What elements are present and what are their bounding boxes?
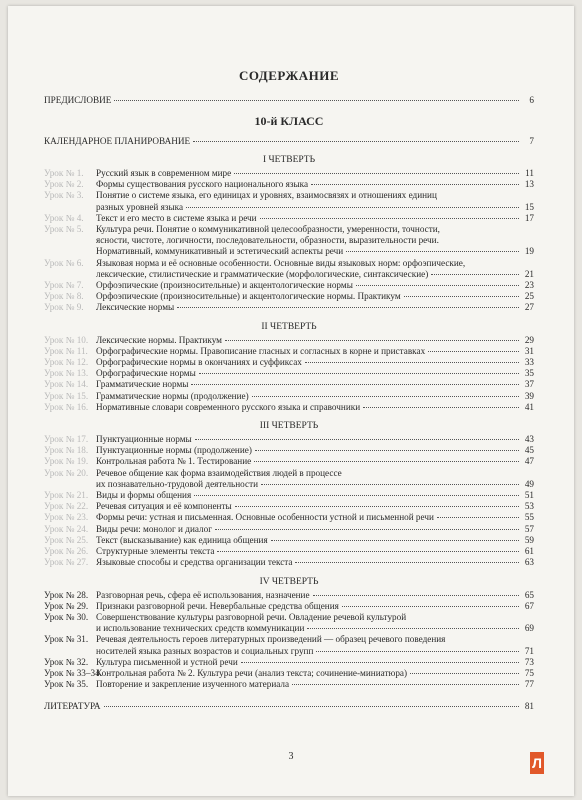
lesson-title bbox=[96, 379, 534, 390]
lesson-page: 47 bbox=[524, 456, 534, 467]
lesson-number: Урок № 19. bbox=[44, 456, 89, 467]
lesson-title-text: Текст (высказывание) как единица общения bbox=[96, 534, 268, 545]
lesson-page: 39 bbox=[524, 390, 534, 401]
toc-page: 7 bbox=[529, 136, 534, 146]
lesson-title-text: Русский язык в современном мире bbox=[96, 168, 232, 178]
lesson-page: 65 bbox=[524, 589, 534, 600]
lesson-entry bbox=[44, 213, 534, 224]
lesson-title-text: носителей языка разных возрастов и социальных групп bbox=[96, 645, 314, 656]
lesson-title-text: Пунктуационные нормы (продолжение) bbox=[96, 445, 252, 456]
lesson-entry bbox=[44, 224, 534, 258]
lesson-number: Урок № 15. bbox=[44, 390, 89, 401]
lesson-title-text: Культура речи. Понятие о коммуникативной целесообразности, умеренности, точности, bbox=[96, 224, 440, 235]
lesson-page: 11 bbox=[525, 168, 534, 178]
lesson-title bbox=[96, 512, 534, 523]
quarter-heading: I ЧЕТВЕРТЬ bbox=[262, 155, 316, 165]
lesson-title-line bbox=[96, 335, 534, 346]
lesson-title bbox=[96, 291, 534, 302]
lesson-page: 55 bbox=[524, 512, 534, 523]
lesson-title-text: Языковые способы и средства организации текста bbox=[96, 557, 293, 568]
dot-leader bbox=[313, 595, 519, 596]
lesson-title bbox=[96, 668, 534, 679]
lesson-entry bbox=[44, 402, 534, 413]
lesson-entry bbox=[44, 391, 534, 402]
lesson-title-line bbox=[96, 657, 534, 668]
lesson-page: 61 bbox=[524, 546, 534, 557]
lesson-number: Урок № 2. bbox=[44, 179, 84, 190]
lesson-entry bbox=[44, 501, 534, 512]
lesson-title bbox=[96, 501, 534, 512]
lesson-entry bbox=[44, 468, 534, 490]
lesson-number: Урок № 25. bbox=[44, 534, 89, 545]
lesson-entry bbox=[44, 668, 534, 679]
lesson-title-text: Повторение и закрепление изученного материала bbox=[96, 679, 290, 690]
lesson-number: Урок № 7. bbox=[44, 280, 84, 291]
lesson-title-line bbox=[96, 213, 534, 224]
lesson-title bbox=[96, 224, 534, 258]
lesson-title-line bbox=[96, 456, 534, 467]
lesson-number: Урок № 10. bbox=[44, 334, 89, 345]
lesson-title-line bbox=[96, 202, 534, 213]
lesson-title bbox=[96, 302, 534, 313]
lesson-title-line bbox=[96, 168, 534, 179]
lesson-page: 31 bbox=[524, 345, 534, 356]
toc-page: 6 bbox=[529, 95, 534, 105]
lesson-number: Урок № 29. bbox=[44, 600, 89, 611]
lesson-number: Урок № 33–34. bbox=[44, 667, 102, 678]
lesson-title-line bbox=[96, 634, 534, 645]
lesson-page: 15 bbox=[524, 201, 534, 212]
lesson-entry bbox=[44, 445, 534, 456]
lesson-title bbox=[96, 612, 534, 634]
lesson-entry bbox=[44, 557, 534, 568]
lesson-title bbox=[96, 557, 534, 568]
dot-leader bbox=[305, 362, 519, 363]
lesson-title-text: Лексические нормы bbox=[96, 302, 175, 313]
lesson-number: Урок № 17. bbox=[44, 434, 89, 445]
quarter-heading: III ЧЕТВЕРТЬ bbox=[259, 421, 319, 432]
quarters-list bbox=[44, 155, 534, 690]
lesson-title-line bbox=[96, 434, 534, 445]
lesson-number: Урок № 27. bbox=[44, 557, 89, 568]
dot-leader bbox=[431, 274, 519, 275]
lesson-page: 19 bbox=[524, 246, 534, 257]
lesson-page: 77 bbox=[524, 679, 534, 690]
dot-leader bbox=[271, 540, 519, 541]
dot-leader bbox=[215, 529, 519, 530]
dot-leader bbox=[199, 373, 519, 374]
lesson-title-line bbox=[96, 291, 534, 302]
lesson-page: 41 bbox=[524, 401, 534, 412]
lesson-number: Урок № 4. bbox=[44, 212, 84, 223]
lesson-title bbox=[96, 346, 534, 357]
lesson-number: Урок № 23. bbox=[44, 512, 89, 523]
dot-leader bbox=[193, 141, 519, 142]
dot-leader bbox=[260, 218, 519, 219]
lesson-title bbox=[96, 634, 534, 656]
toc-line-literature bbox=[44, 700, 534, 712]
lesson-title-line bbox=[96, 601, 534, 612]
dot-leader bbox=[194, 495, 519, 496]
lesson-title-text: Орфоэпические (произносительные) и акцентологические нормы bbox=[96, 280, 353, 291]
dot-leader bbox=[235, 506, 519, 507]
lesson-title bbox=[96, 679, 534, 690]
lesson-page: 51 bbox=[524, 490, 534, 501]
lesson-title-text: Контрольная работа № 1. Тестирование bbox=[96, 456, 252, 467]
lesson-title-text: Речевая деятельность героев литературных произведений — образец речевого поведения bbox=[96, 634, 446, 645]
lesson-title-text: Признаки разговорной речи. Невербальные средства общения bbox=[96, 600, 339, 611]
lesson-title-text: Нормативные словари современного русского языка и справочники bbox=[96, 401, 361, 412]
dot-leader bbox=[404, 296, 519, 297]
lesson-page: 63 bbox=[524, 557, 534, 568]
dot-leader bbox=[410, 673, 519, 674]
lesson-title-line bbox=[96, 590, 534, 601]
lesson-number: Урок № 12. bbox=[44, 357, 89, 368]
lesson-title-text: и использование технических средств коммуникации bbox=[96, 623, 305, 634]
dot-leader bbox=[254, 461, 519, 462]
lesson-title-line bbox=[96, 468, 534, 479]
toc-label: КАЛЕНДАРНОЕ ПЛАНИРОВАНИЕ bbox=[44, 136, 191, 146]
lesson-number: Урок № 22. bbox=[44, 501, 89, 512]
lesson-number: Урок № 35. bbox=[44, 679, 89, 690]
lesson-title bbox=[96, 402, 534, 413]
lesson-title-text: Понятие о системе языка, его единицах и уровнях, взаимосвязях и отношениях единиц bbox=[96, 190, 437, 201]
lesson-title-line bbox=[96, 224, 534, 235]
lesson-page: 43 bbox=[524, 434, 534, 445]
lesson-title-text: Виды речи: монолог и диалог bbox=[96, 523, 212, 534]
lesson-title-text: ясности, чистоте, логичности, последовательности, образности, выразительности речи. bbox=[96, 235, 439, 246]
grade-heading: 10-й КЛАСС bbox=[254, 114, 324, 128]
dot-leader bbox=[252, 396, 519, 397]
lesson-title bbox=[96, 168, 534, 179]
lesson-entry bbox=[44, 524, 534, 535]
lesson-title-text: Орфографические нормы в окончаниях и суффиксах bbox=[96, 357, 302, 368]
dot-leader bbox=[177, 307, 519, 308]
lesson-title bbox=[96, 368, 534, 379]
lesson-title-line bbox=[96, 280, 534, 291]
lesson-title-line bbox=[96, 612, 534, 623]
dot-leader bbox=[186, 207, 519, 208]
lesson-page: 13 bbox=[524, 179, 534, 190]
lesson-number: Урок № 16. bbox=[44, 401, 89, 412]
lesson-entry bbox=[44, 179, 534, 190]
lesson-page: 73 bbox=[524, 656, 534, 667]
lesson-number: Урок № 6. bbox=[44, 257, 84, 268]
lesson-title-text: Нормативный, коммуникативный и эстетический аспекты речи bbox=[96, 246, 344, 257]
lesson-number: Урок № 28. bbox=[44, 589, 89, 600]
lesson-page: 69 bbox=[524, 623, 534, 634]
lesson-title-line bbox=[96, 269, 534, 280]
lesson-entry bbox=[44, 634, 534, 656]
lesson-number: Урок № 30. bbox=[44, 611, 89, 622]
lesson-title-line bbox=[96, 402, 534, 413]
lesson-title-line bbox=[96, 179, 534, 190]
lesson-title-line bbox=[96, 379, 534, 390]
lesson-number: Урок № 1. bbox=[44, 168, 84, 178]
lesson-entry bbox=[44, 258, 534, 280]
lesson-title bbox=[96, 590, 534, 601]
lesson-entry bbox=[44, 346, 534, 357]
dot-leader bbox=[428, 351, 519, 352]
lesson-title-text: Совершенствование культуры разговорной речи. Овладение речевой культурой bbox=[96, 611, 407, 622]
lesson-title-line bbox=[96, 302, 534, 313]
lesson-title-text: разных уровней языка bbox=[96, 201, 184, 212]
lesson-number: Урок № 14. bbox=[44, 379, 89, 390]
lesson-entry bbox=[44, 612, 534, 634]
lesson-title-text: Текст и его место в системе языка и речи bbox=[96, 212, 257, 223]
lesson-title bbox=[96, 258, 534, 280]
lesson-entry bbox=[44, 657, 534, 668]
dot-leader bbox=[363, 407, 519, 408]
lesson-title-line bbox=[96, 258, 534, 269]
lesson-title-line bbox=[96, 535, 534, 546]
dot-leader bbox=[316, 651, 519, 652]
lesson-number: Урок № 3. bbox=[44, 190, 84, 201]
table-of-contents bbox=[44, 68, 534, 712]
lesson-title bbox=[96, 535, 534, 546]
page-number: 3 bbox=[288, 751, 294, 762]
lesson-title bbox=[96, 601, 534, 612]
lesson-title bbox=[96, 335, 534, 346]
lesson-title-line bbox=[96, 668, 534, 679]
lesson-page: 17 bbox=[524, 212, 534, 223]
lesson-page: 57 bbox=[524, 523, 534, 534]
lesson-title-text: Виды и формы общения bbox=[96, 490, 192, 501]
dot-leader bbox=[356, 285, 519, 286]
lesson-entry bbox=[44, 490, 534, 501]
lesson-entry bbox=[44, 546, 534, 557]
lesson-entry bbox=[44, 434, 534, 445]
lesson-title-text: Орфографические нормы bbox=[96, 368, 196, 379]
lesson-title-line bbox=[96, 512, 534, 523]
dot-leader bbox=[225, 340, 519, 341]
lesson-page: 29 bbox=[524, 334, 534, 345]
lesson-entry bbox=[44, 512, 534, 523]
publisher-logo-icon: Л bbox=[530, 752, 544, 774]
lesson-title-line bbox=[96, 246, 534, 257]
dot-leader bbox=[195, 439, 519, 440]
lesson-entry bbox=[44, 456, 534, 467]
lesson-title-line bbox=[96, 190, 534, 201]
dot-leader bbox=[191, 384, 519, 385]
dot-leader bbox=[307, 628, 519, 629]
lesson-entry bbox=[44, 679, 534, 690]
dot-leader bbox=[311, 184, 519, 185]
dot-leader bbox=[217, 551, 519, 552]
lesson-title-text: лексические, стилистические и грамматические (морфологические, синтаксические) bbox=[96, 268, 429, 279]
lesson-title bbox=[96, 490, 534, 501]
lesson-number: Урок № 21. bbox=[44, 490, 89, 501]
lesson-number: Урок № 31. bbox=[44, 634, 89, 645]
lesson-title-line bbox=[96, 501, 534, 512]
lesson-title-line bbox=[96, 679, 534, 690]
quarter-heading: II ЧЕТВЕРТЬ bbox=[261, 321, 317, 332]
lesson-title bbox=[96, 213, 534, 224]
lesson-number: Урок № 18. bbox=[44, 445, 89, 456]
lesson-number: Урок № 26. bbox=[44, 546, 89, 557]
lesson-page: 33 bbox=[524, 357, 534, 368]
lesson-title-line bbox=[96, 479, 534, 490]
lesson-page: 49 bbox=[524, 478, 534, 489]
lesson-entry bbox=[44, 190, 534, 212]
lesson-page: 67 bbox=[524, 600, 534, 611]
lesson-title-text: Культура письменной и устной речи bbox=[96, 656, 238, 667]
lesson-title-text: Формы существования русского национального языка bbox=[96, 179, 309, 190]
lesson-page: 35 bbox=[524, 368, 534, 379]
lesson-title-text: Пунктуационные нормы bbox=[96, 434, 192, 445]
page-title: СОДЕРЖАНИЕ bbox=[238, 68, 340, 83]
lesson-page: 75 bbox=[524, 667, 534, 678]
lesson-title-text: Грамматические нормы bbox=[96, 379, 189, 390]
dot-leader bbox=[255, 450, 519, 451]
lesson-title-line bbox=[96, 346, 534, 357]
lesson-title bbox=[96, 468, 534, 490]
toc-label: ПРЕДИСЛОВИЕ bbox=[44, 95, 112, 105]
lesson-title-text: Контрольная работа № 2. Культура речи (анализ текста; сочинение-миниатюра) bbox=[96, 667, 408, 678]
lesson-title bbox=[96, 546, 534, 557]
lesson-title bbox=[96, 445, 534, 456]
lesson-number: Урок № 9. bbox=[44, 302, 84, 313]
toc-label: ЛИТЕРАТУРА bbox=[44, 701, 101, 712]
lesson-entry bbox=[44, 168, 534, 179]
lesson-title-line bbox=[96, 546, 534, 557]
dot-leader bbox=[342, 606, 519, 607]
lesson-title-line bbox=[96, 368, 534, 379]
lesson-title-text: Лексические нормы. Практикум bbox=[96, 334, 222, 345]
lesson-title-line bbox=[96, 524, 534, 535]
lesson-title-line bbox=[96, 490, 534, 501]
lesson-title bbox=[96, 179, 534, 190]
lesson-title bbox=[96, 391, 534, 402]
lesson-page: 45 bbox=[524, 445, 534, 456]
lesson-entry bbox=[44, 302, 534, 313]
lesson-number: Урок № 20. bbox=[44, 467, 89, 478]
lesson-title bbox=[96, 357, 534, 368]
lesson-entry bbox=[44, 601, 534, 612]
toc-line-preface bbox=[44, 94, 534, 106]
lesson-title-text: Грамматические нормы (продолжение) bbox=[96, 390, 249, 401]
lesson-entry bbox=[44, 379, 534, 390]
lesson-entry bbox=[44, 535, 534, 546]
lesson-title-text: Речевое общение как форма взаимодействия людей в процессе bbox=[96, 467, 342, 478]
lesson-title bbox=[96, 456, 534, 467]
document-page bbox=[8, 6, 574, 796]
lesson-number: Урок № 11. bbox=[44, 345, 88, 356]
lesson-title bbox=[96, 190, 534, 212]
lesson-entry bbox=[44, 368, 534, 379]
lesson-number: Урок № 13. bbox=[44, 368, 89, 379]
lesson-title-line bbox=[96, 557, 534, 568]
lesson-title-line bbox=[96, 646, 534, 657]
lesson-title-text: Формы речи: устная и письменная. Основные особенности устной и письменной речи bbox=[96, 512, 434, 523]
dot-leader bbox=[114, 100, 519, 101]
lesson-entry bbox=[44, 357, 534, 368]
lesson-entry bbox=[44, 280, 534, 291]
lesson-entry bbox=[44, 335, 534, 346]
lesson-entry bbox=[44, 291, 534, 302]
lesson-title-text: Языковая норма и её основные особенности. Основные виды языковых норм: орфоэпические, bbox=[96, 257, 466, 268]
dot-leader bbox=[292, 684, 519, 685]
lesson-title bbox=[96, 657, 534, 668]
lesson-title-line bbox=[96, 235, 534, 246]
lesson-title-line bbox=[96, 623, 534, 634]
lesson-title-text: Разговорная речь, сфера её использования, назначение bbox=[96, 589, 310, 600]
lesson-title-text: Орфоэпические (произносительные) и акцентологические нормы. Практикум bbox=[96, 291, 401, 302]
lesson-entry bbox=[44, 590, 534, 601]
dot-leader bbox=[346, 251, 519, 252]
lesson-page: 27 bbox=[524, 302, 534, 313]
lesson-title bbox=[96, 434, 534, 445]
lesson-number: Урок № 24. bbox=[44, 523, 89, 534]
dot-leader bbox=[295, 562, 519, 563]
lesson-number: Урок № 5. bbox=[44, 224, 84, 235]
quarter-heading: IV ЧЕТВЕРТЬ bbox=[259, 576, 319, 587]
lesson-title bbox=[96, 280, 534, 291]
lesson-title-line bbox=[96, 391, 534, 402]
dot-leader bbox=[261, 484, 519, 485]
lesson-title-text: их познавательно-трудовой деятельности bbox=[96, 478, 258, 489]
lesson-page: 23 bbox=[524, 280, 534, 291]
lesson-title-line bbox=[96, 445, 534, 456]
lesson-title bbox=[96, 524, 534, 535]
lesson-title-text: Структурные элементы текста bbox=[96, 546, 215, 557]
lesson-number: Урок № 32. bbox=[44, 656, 89, 667]
lesson-number: Урок № 8. bbox=[44, 291, 84, 302]
lesson-page: 37 bbox=[524, 379, 534, 390]
toc-line-calendar bbox=[44, 135, 534, 147]
toc-page: 81 bbox=[524, 701, 534, 712]
dot-leader bbox=[437, 517, 519, 518]
lesson-title-text: Орфографические нормы. Правописание гласных и согласных в корне и приставках bbox=[96, 345, 426, 356]
lesson-page: 25 bbox=[524, 291, 534, 302]
lesson-page: 59 bbox=[524, 534, 534, 545]
lesson-page: 21 bbox=[524, 268, 534, 279]
dot-leader bbox=[234, 173, 519, 174]
lesson-title-text: Речевая ситуация и её компоненты bbox=[96, 501, 232, 512]
dot-leader bbox=[241, 662, 519, 663]
lesson-page: 71 bbox=[524, 645, 534, 656]
dot-leader bbox=[104, 706, 519, 707]
lesson-page: 53 bbox=[524, 501, 534, 512]
lesson-title-line bbox=[96, 357, 534, 368]
